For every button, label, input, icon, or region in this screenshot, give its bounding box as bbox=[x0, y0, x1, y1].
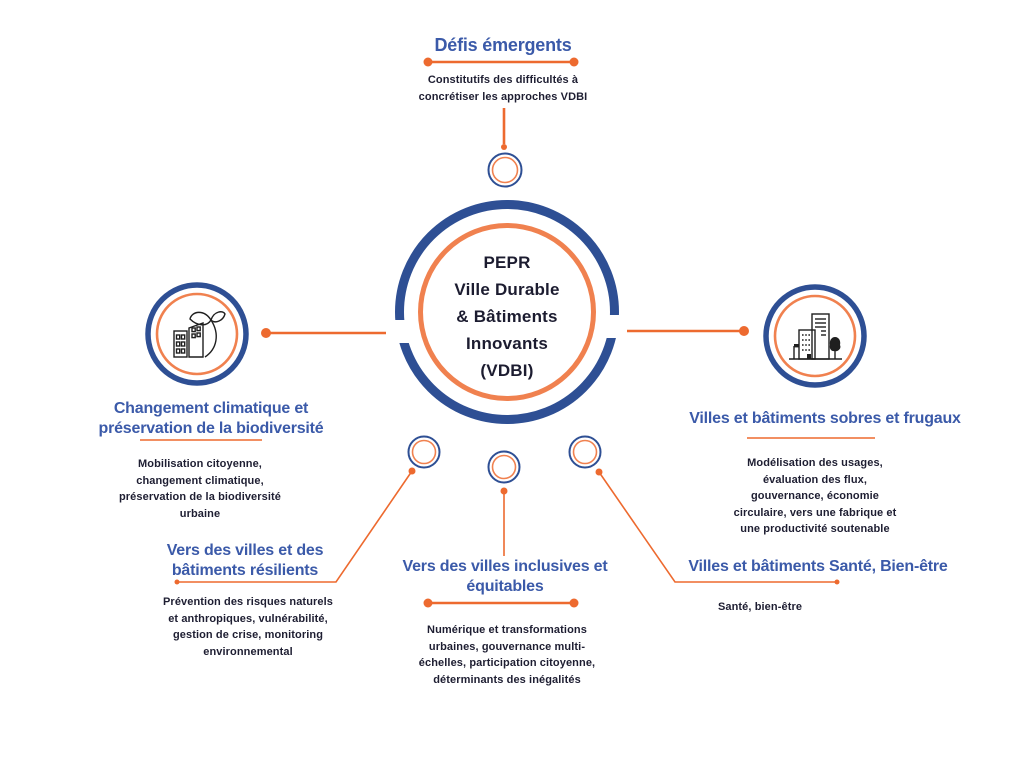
node-bottom-left-title: Vers des villes et des bâtiments résilients bbox=[166, 542, 324, 579]
node-right-body: Modélisation des usages, évaluation des flux, gouvernance, économie circulaire, vers une fabrique et une productivité soutenable bbox=[733, 457, 897, 535]
node-bottom-right-body: Santé, bien-être bbox=[717, 601, 803, 613]
central-label: PEPR Ville Durable & Bâtiments Innovants (VDBI) bbox=[454, 253, 560, 380]
building-with-leaves-icon bbox=[167, 304, 227, 364]
node-bottom-right-title: Villes et bâtiments Santé, Bien-être bbox=[688, 558, 948, 575]
node-bottom-left-body: Prévention des risques naturels et anthropiques, vulnérabilité, gestion de crise, monitoring environnemental bbox=[163, 596, 333, 658]
city-skyline-icon bbox=[784, 306, 846, 366]
node-right-title: Villes et bâtiments sobres et frugaux bbox=[689, 410, 961, 427]
node-left-body: Mobilisation citoyenne, changement climatique, préservation de la biodiversité urbaine bbox=[118, 458, 282, 520]
node-bottom-middle-title: Vers des villes inclusives et équitables bbox=[402, 558, 608, 595]
node-top-body: Constitutifs des difficultés à concrétiser les approches VDBI bbox=[418, 74, 588, 103]
node-top-title: Défis émergents bbox=[434, 35, 572, 55]
node-bottom-middle-body: Numérique et transformations urbaines, gouvernance multi- échelles, participation citoyenne, déterminants des inégalités bbox=[418, 624, 596, 686]
node-left-title: Changement climatique et préservation de la biodiversité bbox=[98, 400, 324, 437]
